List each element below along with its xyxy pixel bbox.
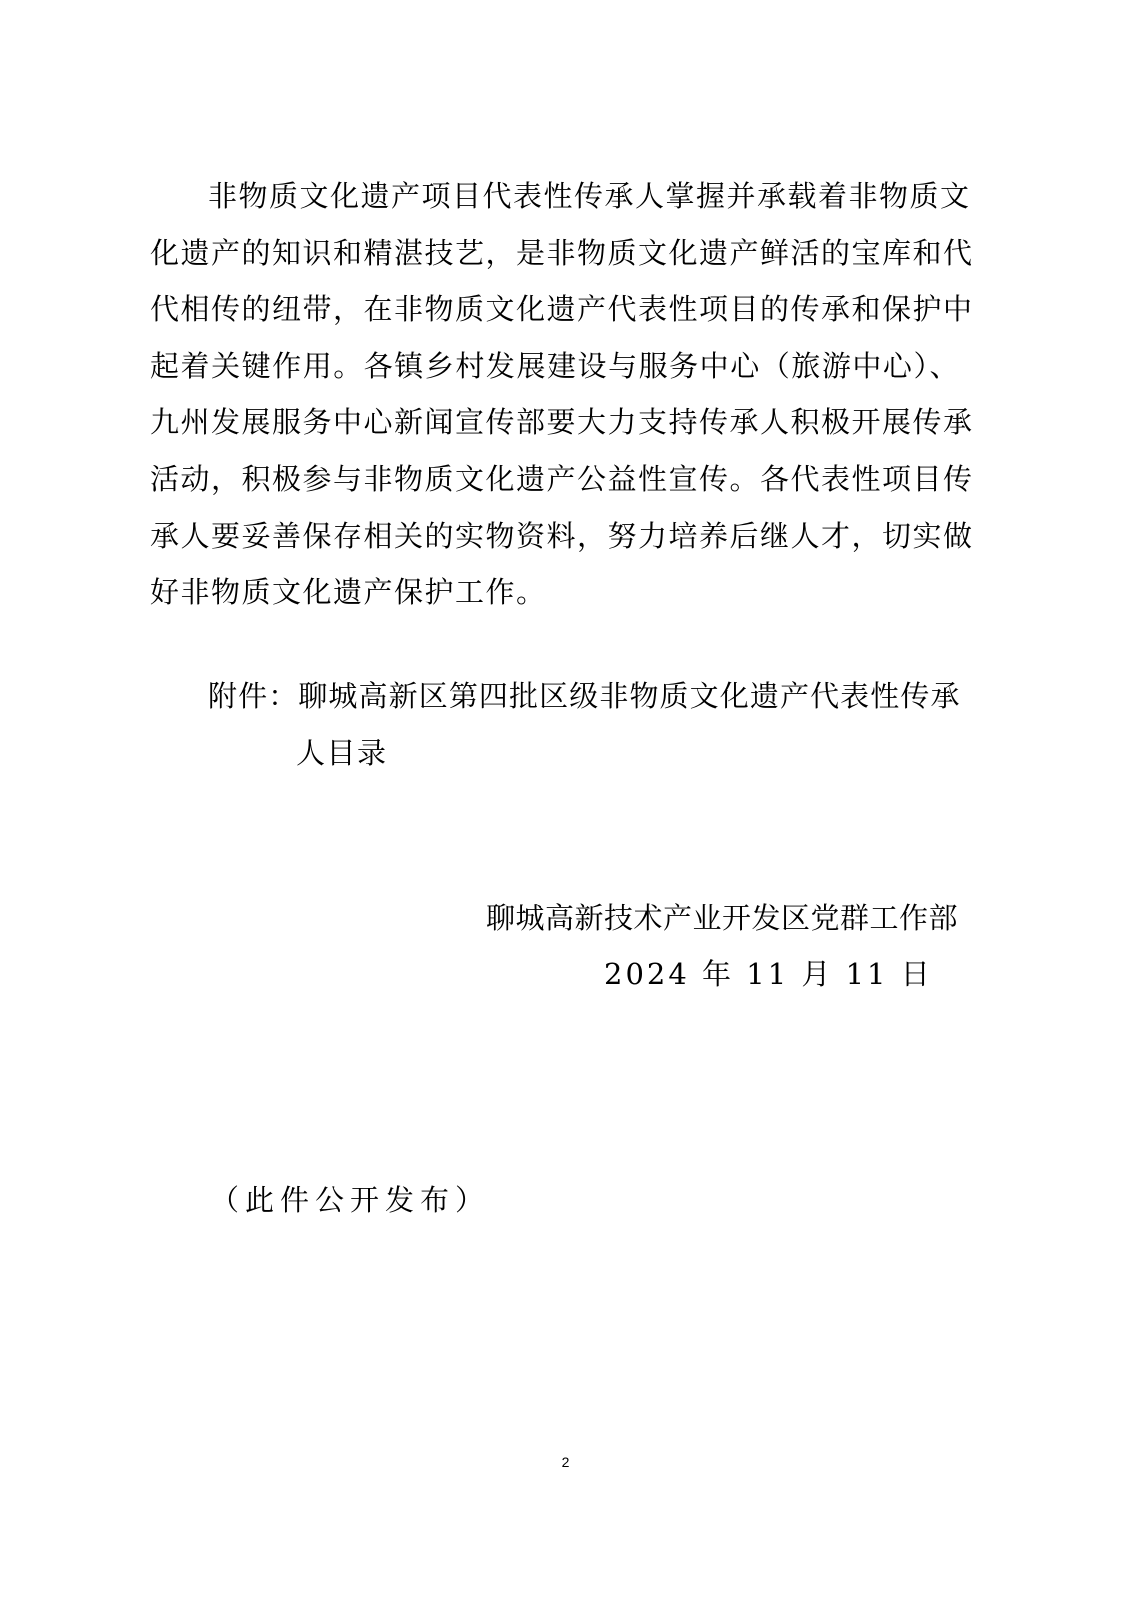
paragraph-line: 好非物质文化遗产保护工作。 <box>150 575 547 610</box>
attachment-note <box>208 668 968 781</box>
paragraph-line: 起着关键作用。各镇乡村发展建设与服务中心（旅游中心）、 <box>150 348 960 383</box>
paragraph-line: 九州发展服务中心新闻宣传部要大力支持传承人积极开展传承 <box>150 405 974 440</box>
page-number: 2 <box>561 1454 570 1470</box>
paragraph-line: 承人要妥善保存相关的实物资料，努力培养后继人才，切实做 <box>150 518 974 553</box>
attachment-line: 附件：聊城高新区第四批区级非物质文化遗产代表性传承 <box>208 679 960 713</box>
attachment-line: 人目录 <box>296 735 388 770</box>
public-release-note: （此件公开发布） <box>210 1183 491 1217</box>
paragraph-line: 代相传的纽带，在非物质文化遗产代表性项目的传承和保护中 <box>150 292 974 327</box>
signature-block <box>486 890 966 1002</box>
paragraph-line: 活动，积极参与非物质文化遗产公益性宣传。各代表性项目传 <box>150 461 974 496</box>
body-paragraph <box>150 168 980 621</box>
paragraph-line: 非物质文化遗产项目代表性传承人掌握并承载着非物质文 <box>208 179 971 213</box>
issuing-organization: 聊城高新技术产业开发区党群工作部 <box>486 901 959 935</box>
issue-date: 2024 年 11 月 11 日 <box>604 957 933 991</box>
paragraph-line: 化遗产的知识和精湛技艺，是非物质文化遗产鲜活的宝库和代 <box>150 235 974 270</box>
